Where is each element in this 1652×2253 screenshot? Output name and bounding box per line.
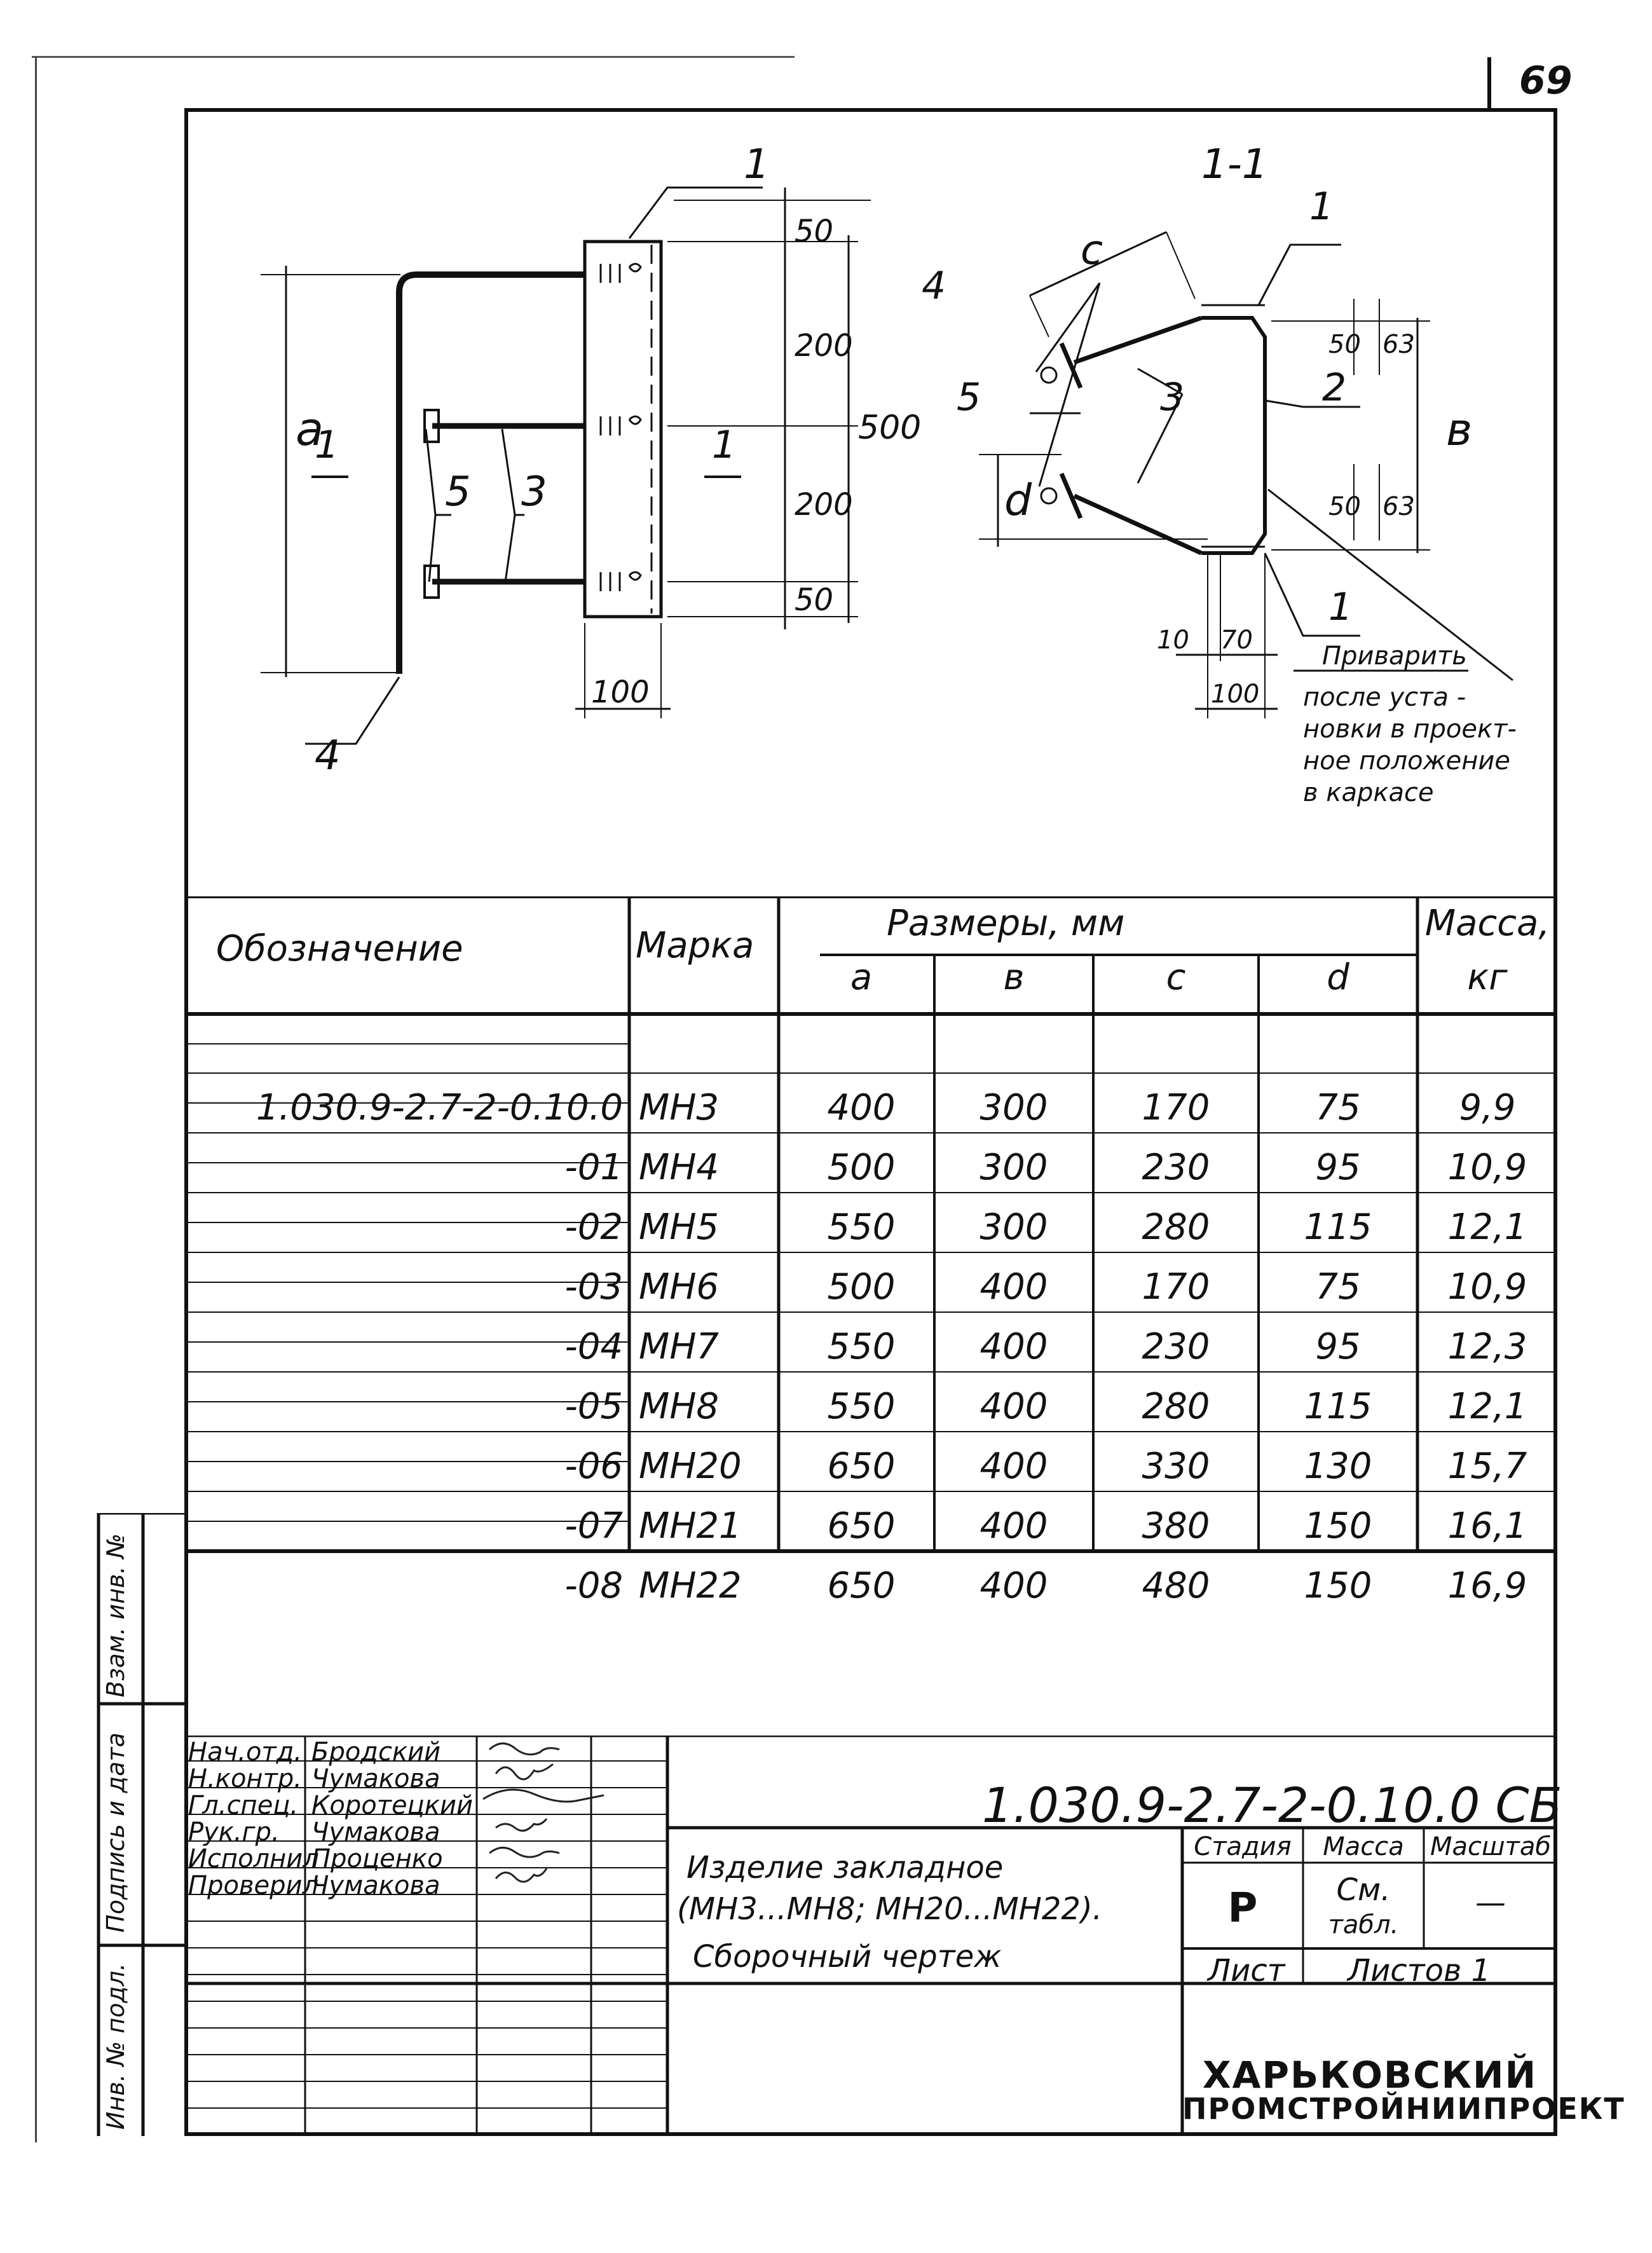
note-line-5: в каркасе xyxy=(1303,778,1434,807)
header-mass-unit: кг xyxy=(1467,957,1508,998)
cell-c: 280 xyxy=(1142,1207,1210,1248)
note-line-3: новки в проект- xyxy=(1303,715,1517,744)
side-label-podpis: Подпись и дата xyxy=(102,1732,130,1933)
staff-role: Гл.спец. xyxy=(188,1791,299,1820)
dim-50-section-bottom: 50 xyxy=(1328,492,1361,521)
cell-designation: -07 xyxy=(564,1505,623,1547)
header-a: a xyxy=(850,957,873,998)
dim-100-front: 100 xyxy=(591,675,650,710)
note-line-4: ное положение xyxy=(1303,746,1511,776)
cell-c: 280 xyxy=(1142,1386,1210,1427)
cell-b: 300 xyxy=(980,1087,1048,1128)
cell-c: 380 xyxy=(1142,1505,1210,1547)
drawing-area xyxy=(184,108,1557,896)
cell-mark: МН7 xyxy=(639,1326,720,1367)
staff-name: Проценко xyxy=(311,1844,443,1873)
cell-b: 400 xyxy=(980,1565,1048,1606)
cell-d: 150 xyxy=(1304,1505,1372,1547)
callout-4-section: 4 xyxy=(922,264,946,308)
header-mass: Масса, xyxy=(1424,903,1550,944)
cell-designation: -01 xyxy=(564,1147,623,1188)
cell-a: 500 xyxy=(827,1147,896,1188)
cell-mark: МН5 xyxy=(639,1207,720,1248)
header-designation: Обозначение xyxy=(216,928,463,969)
cell-b: 300 xyxy=(980,1207,1048,1248)
callout-1-section-bottom: 1 xyxy=(1328,585,1353,629)
header-d: d xyxy=(1327,957,1349,998)
cell-d: 75 xyxy=(1315,1087,1361,1128)
header-sizes: Размеры, мм xyxy=(887,903,1125,944)
cell-b: 400 xyxy=(980,1266,1048,1308)
page-number-divider xyxy=(1487,57,1491,108)
cell-a: 650 xyxy=(827,1446,896,1487)
note-line-1: Приварить xyxy=(1322,641,1467,671)
cell-d: 130 xyxy=(1304,1446,1372,1487)
cell-mark: МН4 xyxy=(639,1147,720,1188)
header-c: c xyxy=(1166,957,1186,998)
cell-d: 95 xyxy=(1315,1326,1361,1367)
cell-mass: 10,9 xyxy=(1447,1266,1527,1308)
note-line-2: после уста - xyxy=(1303,683,1466,712)
header-b: в xyxy=(1003,957,1025,998)
header-mark: Марка xyxy=(636,925,754,966)
staff-name: Чумакова xyxy=(311,1764,440,1793)
staff-name: Бродский xyxy=(311,1737,441,1767)
dim-50-bottom: 50 xyxy=(795,582,834,618)
section-studs xyxy=(1074,318,1201,553)
sheet-label: Лист xyxy=(1208,1953,1285,1989)
section-label: 1-1 xyxy=(1201,141,1268,188)
drawing-code: 1.030.9-2.7-2-0.10.0 СБ xyxy=(982,1777,1562,1833)
cell-a: 550 xyxy=(827,1326,896,1367)
callout-4-front: 4 xyxy=(315,732,341,779)
cell-designation: -02 xyxy=(564,1207,623,1248)
staff-name: Чумакова xyxy=(311,1871,440,1900)
section-arrow-right: 1 xyxy=(712,423,737,467)
cell-b: 400 xyxy=(980,1326,1048,1367)
scale-value: — xyxy=(1475,1885,1506,1921)
dim-50-top: 50 xyxy=(795,214,834,249)
stage-label: Стадия xyxy=(1194,1832,1292,1861)
stage-value: Р xyxy=(1227,1885,1258,1932)
side-label-vzam: Взам. инв. № xyxy=(102,1533,130,1697)
cell-mass: 12,1 xyxy=(1447,1207,1527,1248)
cell-designation: -04 xyxy=(564,1326,623,1367)
staff-role: Н.контр. xyxy=(188,1764,302,1793)
staff-name: Коротецкий xyxy=(311,1791,474,1820)
callout-3-section: 3 xyxy=(1160,375,1185,420)
callout-1-front: 1 xyxy=(744,141,770,188)
callout-1-section-top: 1 xyxy=(1309,184,1334,229)
org-name-line1: ХАРЬКОВСКИЙ xyxy=(1202,2053,1538,2097)
cell-designation: -08 xyxy=(564,1565,623,1606)
cell-a: 650 xyxy=(827,1565,896,1606)
cell-d: 75 xyxy=(1315,1266,1361,1308)
cell-designation: -03 xyxy=(564,1266,623,1308)
cell-a: 650 xyxy=(827,1505,896,1547)
product-title-line1: Изделие закладное xyxy=(686,1850,1004,1886)
scale-label: Масштаб xyxy=(1430,1832,1552,1861)
cell-mass: 12,1 xyxy=(1447,1386,1527,1427)
cell-c: 170 xyxy=(1142,1087,1210,1128)
cell-b: 400 xyxy=(980,1446,1048,1487)
cell-d: 150 xyxy=(1304,1565,1372,1606)
mass-label: Масса xyxy=(1323,1832,1404,1861)
dim-50-section-top: 50 xyxy=(1328,330,1361,359)
cell-c: 230 xyxy=(1142,1147,1210,1188)
cell-mark: МН20 xyxy=(639,1446,742,1487)
mass-value-1: См. xyxy=(1336,1872,1391,1908)
cell-c: 230 xyxy=(1142,1326,1210,1367)
dim-200-top: 200 xyxy=(795,328,853,364)
cell-mark: МН3 xyxy=(639,1087,720,1128)
sheets-label: Листов 1 xyxy=(1348,1953,1491,1989)
outer-left-line xyxy=(35,57,37,2142)
anchor-bar-4 xyxy=(399,275,585,674)
cell-designation: -06 xyxy=(564,1446,623,1487)
mass-value-2: табл. xyxy=(1328,1910,1399,1940)
cell-mark: МН8 xyxy=(639,1386,720,1427)
cell-mark: МН6 xyxy=(639,1266,720,1308)
cell-mass: 12,3 xyxy=(1447,1326,1527,1367)
cell-a: 550 xyxy=(827,1207,896,1248)
section-arrow-left: 1 xyxy=(315,423,339,467)
cell-mass: 16,1 xyxy=(1447,1505,1527,1547)
cell-a: 550 xyxy=(827,1386,896,1427)
cell-d: 115 xyxy=(1304,1386,1372,1427)
cell-d: 95 xyxy=(1315,1147,1361,1188)
staff-role: Нач.отд. xyxy=(188,1737,303,1767)
cell-b: 400 xyxy=(980,1505,1048,1547)
staff-role: Проверил xyxy=(188,1871,319,1900)
cell-designation: -05 xyxy=(564,1386,623,1427)
cell-mark: МН21 xyxy=(639,1505,742,1547)
outer-top-line xyxy=(32,56,795,58)
page-number: 69 xyxy=(1519,58,1573,103)
staff-role: Рук.гр. xyxy=(188,1818,280,1847)
cell-b: 400 xyxy=(980,1386,1048,1427)
cell-mass: 10,9 xyxy=(1447,1147,1527,1188)
dim-63-section-top: 63 xyxy=(1382,330,1415,359)
cell-designation: 1.030.9-2.7-2-0.10.0 xyxy=(256,1087,623,1128)
cell-c: 170 xyxy=(1142,1266,1210,1308)
section-plate xyxy=(1201,318,1265,553)
plate-1 xyxy=(585,242,661,617)
callout-3-front: 3 xyxy=(521,469,547,516)
cell-mass: 15,7 xyxy=(1447,1446,1527,1487)
dim-500: 500 xyxy=(858,409,922,447)
callout-5-front: 5 xyxy=(445,469,471,516)
dim-d: d xyxy=(1004,476,1032,526)
dim-a-front: a xyxy=(296,402,324,456)
product-title-line2: (МН3...МН8; МН20...МН22). xyxy=(677,1891,1102,1927)
cell-d: 115 xyxy=(1304,1207,1372,1248)
staff-role: Исполнил xyxy=(188,1844,319,1873)
callout-5-section: 5 xyxy=(957,375,981,420)
product-title-line3: Сборочный чертеж xyxy=(693,1939,1002,1975)
dim-100-section: 100 xyxy=(1211,680,1260,709)
cell-mass: 9,9 xyxy=(1459,1087,1516,1128)
signatures xyxy=(483,1743,604,1882)
cell-mark: МН22 xyxy=(639,1565,742,1606)
cell-a: 500 xyxy=(827,1266,896,1308)
cell-a: 400 xyxy=(827,1087,896,1128)
dim-70: 70 xyxy=(1220,626,1253,655)
dim-200-bottom: 200 xyxy=(795,487,853,523)
dim-b: в xyxy=(1446,404,1473,456)
cell-c: 480 xyxy=(1142,1565,1210,1606)
org-name-line2: ПРОМСТРОЙНИИПРОЕКТ xyxy=(1182,2092,1625,2126)
dim-c: c xyxy=(1081,227,1103,274)
cell-c: 330 xyxy=(1142,1446,1210,1487)
staff-name: Чумакова xyxy=(311,1818,440,1847)
cell-b: 300 xyxy=(980,1147,1048,1188)
side-label-inv: Инв. № подл. xyxy=(102,1962,130,2130)
dim-63-section-bottom: 63 xyxy=(1382,492,1415,521)
callout-2-section: 2 xyxy=(1322,366,1347,410)
cell-mass: 16,9 xyxy=(1447,1565,1527,1606)
dim-10: 10 xyxy=(1157,626,1189,655)
